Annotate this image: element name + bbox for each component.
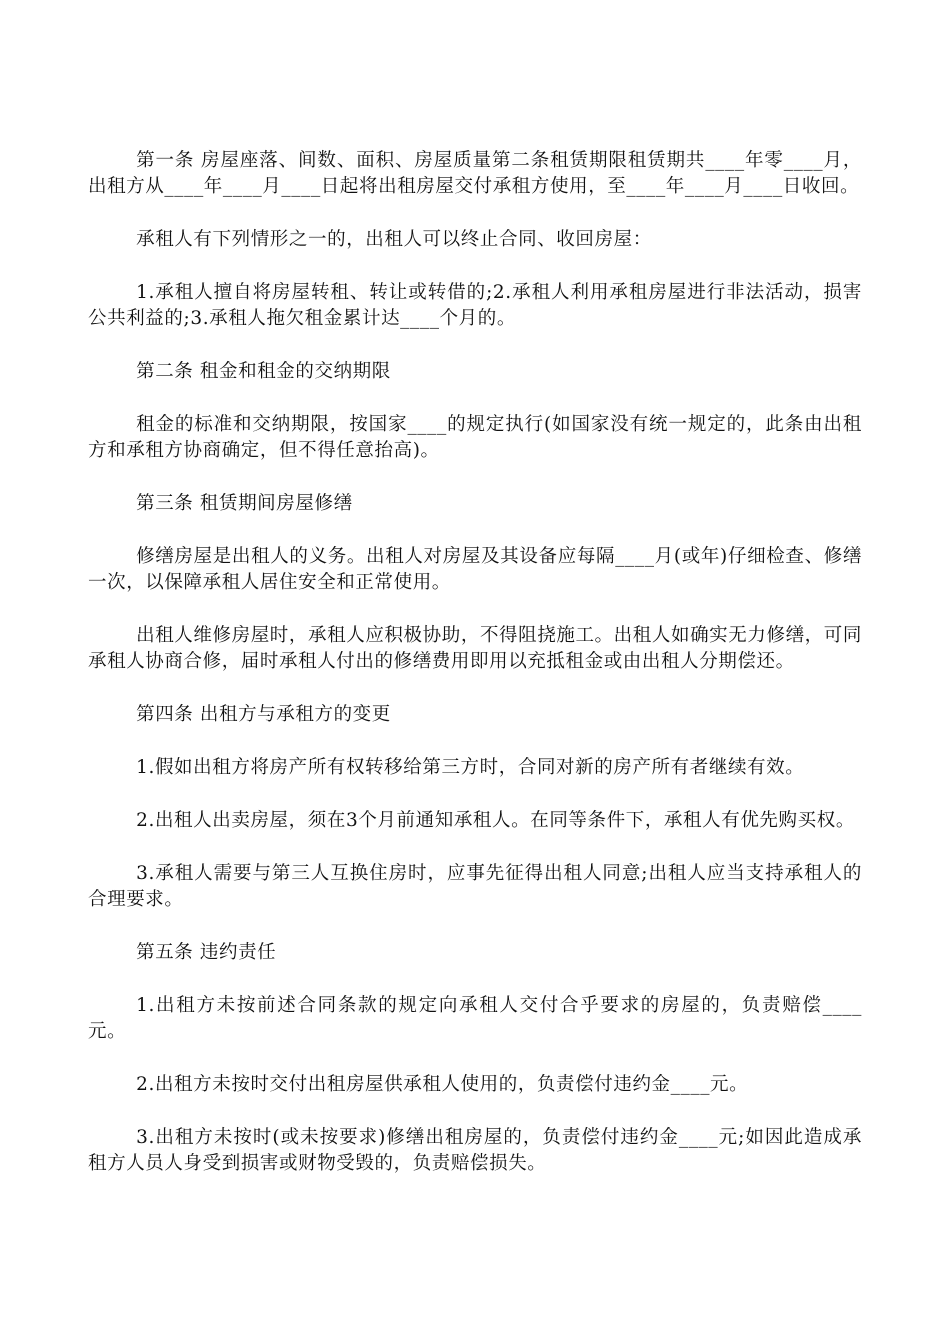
change-item-2-paragraph: 2.出租人出卖房屋，须在3个月前通知承租人。在同等条件下，承租人有优先购买权。 <box>136 810 855 831</box>
document-body <box>88 148 862 1204</box>
clause-5-heading: 第五条 违约责任 <box>136 942 277 963</box>
clause-1-paragraph: 第一条 房屋座落、间数、面积、房屋质量第二条租赁期限租赁期共____年零____月，出租方从____年____月____日起将出租房屋交付承租方使用，至____年____月____日收回。 <box>88 150 862 197</box>
rent-terms-paragraph: 租金的标准和交纳期限，按国家____的规定执行(如国家没有统一规定的，此条由出租方和承租方协商确定，但不得任意抬高)。 <box>88 414 862 461</box>
repair-cooperation-paragraph: 出租人维修房屋时，承租人应积极协助，不得阻挠施工。出租人如确实无力修缮，可同承租人协商合修，届时承租人付出的修缮费用即用以充抵租金或由出租人分期偿还。 <box>88 625 862 672</box>
breach-item-1-paragraph: 1.出租方未按前述合同条款的规定向承租人交付合乎要求的房屋的，负责赔偿____元。 <box>88 995 862 1042</box>
termination-conditions-paragraph: 1.承租人擅自将房屋转租、转让或转借的;2.承租人利用承租房屋进行非法活动，损害公共利益的;3.承租人拖欠租金累计达____个月的。 <box>88 282 862 329</box>
breach-item-3-paragraph: 3.出租方未按时(或未按要求)修缮出租房屋的，负责偿付违约金____元;如因此造成承租方人员人身受到损害或财物受毁的，负责赔偿损失。 <box>88 1127 862 1174</box>
clause-2-heading: 第二条 租金和租金的交纳期限 <box>136 361 391 382</box>
clause-3-heading: 第三条 租赁期间房屋修缮 <box>136 493 353 514</box>
termination-intro-paragraph: 承租人有下列情形之一的，出租人可以终止合同、收回房屋： <box>136 229 652 250</box>
change-item-1-paragraph: 1.假如出租方将房产所有权转移给第三方时，合同对新的房产所有者继续有效。 <box>136 757 805 778</box>
breach-item-2-paragraph: 2.出租方未按时交付出租房屋供承租人使用的，负责偿付违约金____元。 <box>136 1074 749 1095</box>
change-item-3-paragraph: 3.承租人需要与第三人互换住房时，应事先征得出租人同意;出租人应当支持承租人的合理要求。 <box>88 863 862 910</box>
clause-4-heading: 第四条 出租方与承租方的变更 <box>136 704 391 725</box>
repair-duty-paragraph: 修缮房屋是出租人的义务。出租人对房屋及其设备应每隔____月(或年)仔细检查、修缮一次，以保障承租人居住安全和正常使用。 <box>88 546 862 593</box>
